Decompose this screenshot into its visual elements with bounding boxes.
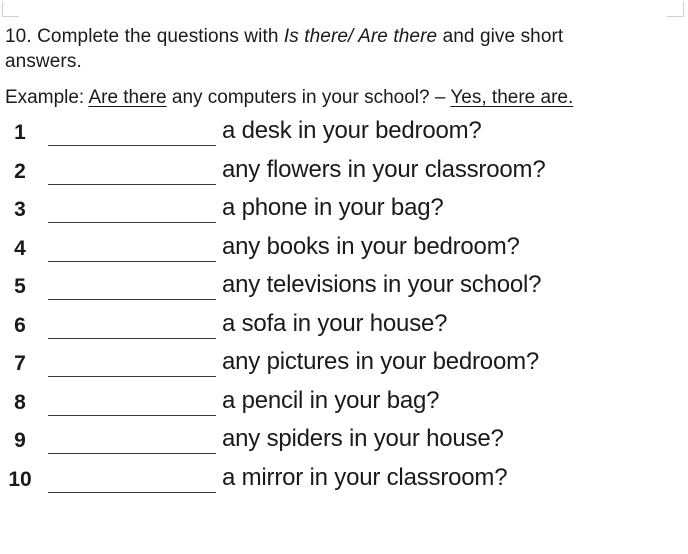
answer-blank[interactable] [48,376,216,377]
question-text: a desk in your bedroom? [222,117,482,144]
answer-blank[interactable] [48,299,216,300]
task-phrase: Is there/ Are there [283,26,438,47]
answer-blank[interactable] [48,184,216,185]
question-row [0,232,688,274]
question-number: 3 [14,198,26,221]
example-lead: Are there [88,87,167,108]
question-text: a mirror in your classroom? [222,463,508,491]
question-row [0,196,688,235]
example-label: Example: [5,87,85,108]
answer-blank[interactable] [48,261,216,262]
question-number: 2 [14,159,26,183]
task-outro: and give short answers. [5,26,564,72]
question-number: 1 [14,121,26,144]
question-row [0,386,688,428]
question-text: a pencil in your bag? [222,386,440,414]
question-row [0,427,688,466]
question-row [0,273,688,312]
answer-blank[interactable] [48,415,216,416]
corner-crop-mark-left [2,2,19,17]
question-row [0,119,688,158]
answer-blank[interactable] [48,492,216,493]
question-number: 6 [14,313,26,337]
question-row [0,309,688,351]
question-number: 4 [14,236,26,260]
corner-crop-mark-right [667,2,684,17]
example-middle: any computers in your school? – [171,87,446,108]
question-list [0,119,688,504]
answer-blank[interactable] [48,145,216,146]
task-intro: Complete the questions with [37,26,279,47]
question-row [0,463,688,505]
question-text: a sofa in your house? [222,309,448,337]
question-text: any spiders in your house? [222,425,504,452]
question-row [0,350,688,389]
task-number: 10. [5,26,32,47]
question-number: 8 [14,390,26,414]
question-text: any pictures in your bedroom? [222,348,540,375]
question-number: 7 [14,352,26,375]
question-text: a phone in your bag? [222,194,444,221]
question-number: 9 [14,429,26,452]
question-number: 5 [14,275,26,298]
task-instruction [5,24,645,74]
example-answer: Yes, there are. [450,87,574,108]
question-row [0,155,688,197]
question-number: 10 [8,467,32,491]
question-text: any flowers in your classroom? [222,155,546,183]
question-text: any televisions in your school? [222,271,542,298]
answer-blank[interactable] [48,338,216,339]
example-line [5,85,675,111]
answer-blank[interactable] [48,453,216,454]
question-text: any books in your bedroom? [222,232,520,260]
answer-blank[interactable] [48,222,216,223]
